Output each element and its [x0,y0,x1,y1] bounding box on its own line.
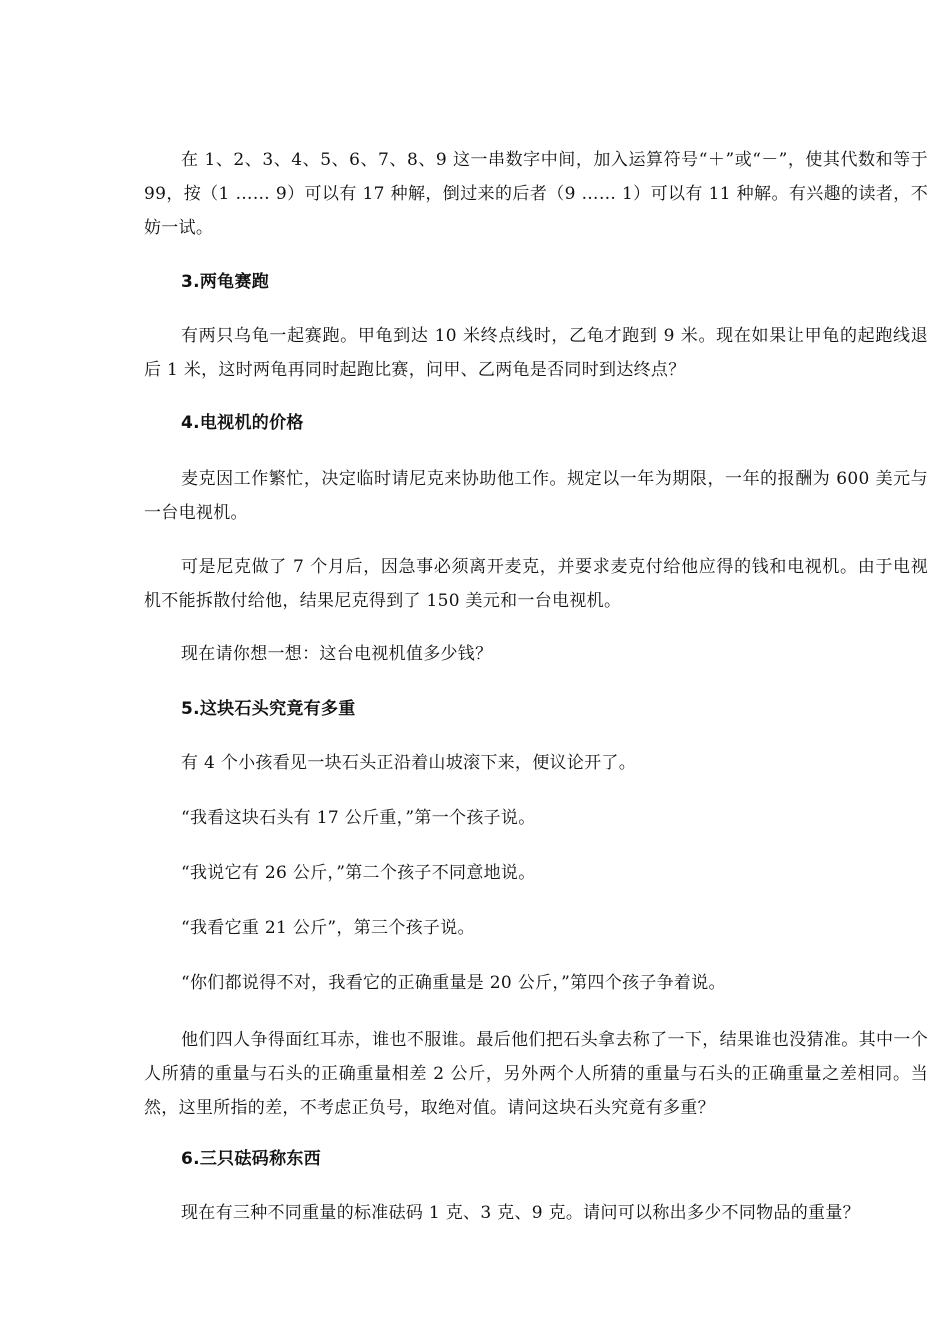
paragraph-third-child: “我看它重 21 公斤”，第三个孩子说。 [181,918,475,938]
heading-two-turtles-race: 3.两龟赛跑 [181,272,270,292]
paragraph-second-child: “我说它有 26 公斤，”第二个孩子不同意地说。 [181,863,536,883]
paragraph-fourth-child: “你们都说得不对，我看它的正确重量是 20 公斤，”第四个孩子争着说。 [181,973,726,993]
paragraph-tv-contract: 麦克因工作繁忙，决定临时请尼克来协助他工作。规定以一年为期限，一年的报酬为 600 美元与一台电视机。 [144,469,928,523]
paragraph-stone-question: 他们四人争得面红耳赤，谁也不服谁。最后他们把石头拿去称了一下，结果谁也没猜准。其中一个人所猜的重量与石头的正确重量相差 2 公斤，另外两个人所猜的重量与石头的正确重量之差相同。当然，这里所指的差，不考虑正负号，取绝对值。请问这块石头究竟有多重？ [144,1030,928,1118]
paragraph-turtles-race: 有两只乌龟一起赛跑。甲龟到达 10 米终点线时，乙龟才跑到 9 米。现在如果让甲龟的起跑线退后 1 米，这时两龟再同时起跑比赛，问甲、乙两龟是否同时到达终点？ [144,326,928,380]
paragraph-tv-payment: 可是尼克做了 7 个月后，因急事必须离开麦克，并要求麦克付给他应得的钱和电视机。由于电视机不能拆散付给他，结果尼克得到了 150 美元和一台电视机。 [144,557,928,611]
paragraph-four-children: 有 4 个小孩看见一块石头正沿着山坡滚下来，便议论开了。 [181,753,637,773]
paragraph-number-puzzle: 在 1、2、3、4、5、6、7、8、9 这一串数字中间，加入运算符号“＋”或“－”，使其代数和等于 99，按（1 …… 9）可以有 17 种解，倒过来的后者（9 …… 1）可以有 11 种解。有兴趣的读者，不妨一试。 [144,150,928,238]
paragraph-weights-question: 现在有三种不同重量的标准砝码 1 克、3 克、9 克。请问可以称出多少不同物品的重量？ [181,1203,860,1223]
heading-tv-price: 4.电视机的价格 [181,413,304,433]
paragraph-tv-question: 现在请你想一想：这台电视机值多少钱？ [181,644,493,664]
paragraph-first-child: “我看这块石头有 17 公斤重，”第一个孩子说。 [181,808,536,828]
heading-stone-weight: 5.这块石头究竟有多重 [181,699,356,719]
heading-three-weights: 6.三只砝码称东西 [181,1149,321,1169]
